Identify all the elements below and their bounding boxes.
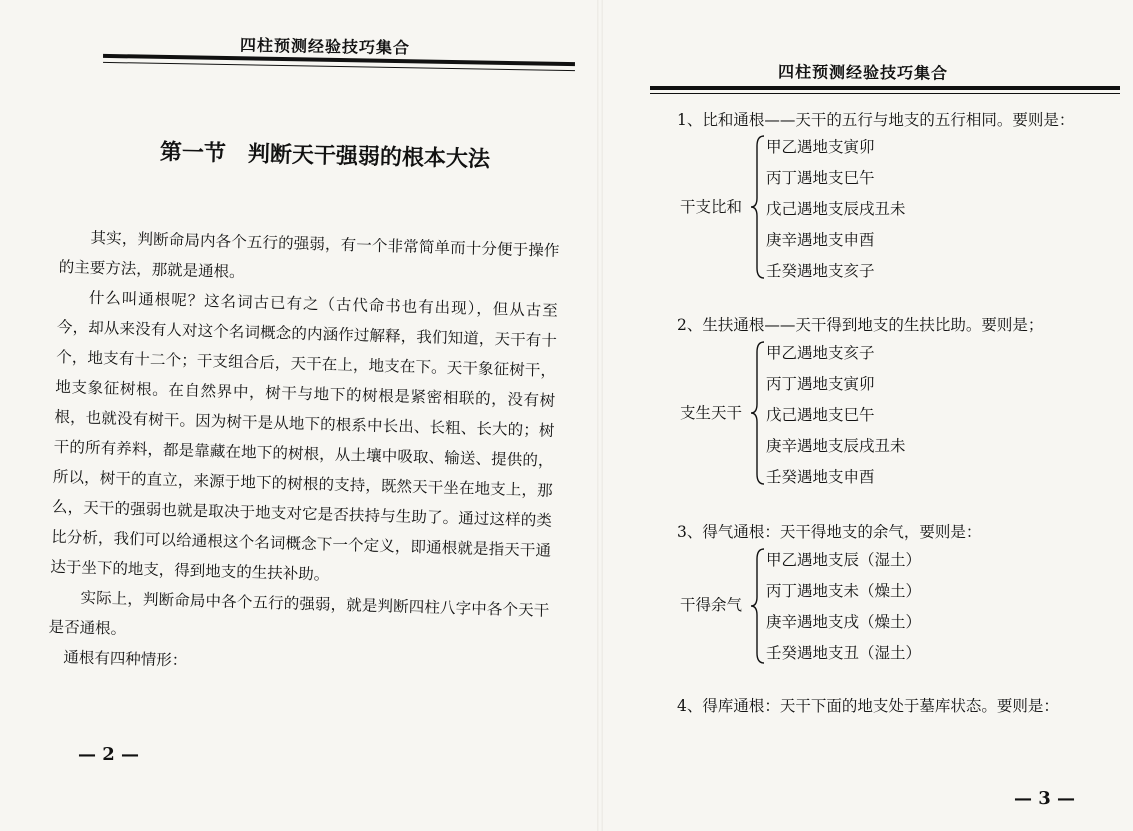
brace-item: 甲乙遇地支亥子: [766, 344, 875, 362]
brace-label: 支生天干: [680, 404, 743, 422]
brace-item: 甲乙遇地支寅卯: [766, 138, 875, 156]
left-brace-icon: [750, 545, 766, 667]
rule-title: 4、得库通根：天干下面的地支处于墓库状态。要则是：: [677, 697, 1059, 715]
brace-item: 庚辛遇地支戌（燥土）: [766, 613, 922, 631]
right-page: [600, 0, 1133, 831]
left-brace-icon: [750, 338, 766, 488]
section-title: 第一节 判断天干强弱的根本大法: [159, 140, 491, 173]
rule-title: 1、比和通根——天干的五行与地支的五行相同。要则是：: [677, 111, 1075, 129]
brace-item: 丙丁遇地支巳午: [766, 169, 875, 187]
brace-item: 壬癸遇地支申酉: [766, 468, 875, 486]
body-text: [47, 222, 559, 686]
rule-title: 3、得气通根：天干得地支的余气，要则是：: [677, 523, 982, 541]
brace-item: 戊己遇地支辰戌丑未: [766, 200, 906, 218]
brace-item: 庚辛遇地支申酉: [766, 231, 875, 249]
running-head: 四柱预测经验技巧集合: [239, 35, 411, 58]
page-number: — 2 —: [78, 744, 140, 765]
brace-item: 壬癸遇地支亥子: [766, 262, 875, 280]
brace-label: 干得余气: [680, 596, 743, 614]
paragraph: 其实，判断命局内各个五行的强弱，有一个非常简单而十分便于操作的主要方法，那就是通根。: [58, 228, 560, 282]
brace-item: 丙丁遇地支寅卯: [766, 375, 875, 393]
brace-item: 丙丁遇地支未（燥土）: [766, 582, 922, 600]
header-rule-thick: [650, 86, 1120, 90]
brace-item: 壬癸遇地支丑（湿土）: [766, 644, 922, 662]
running-head: 四柱预测经验技巧集合: [777, 62, 949, 83]
header-rule-thin: [650, 93, 1120, 94]
brace-item: 甲乙遇地支辰（湿土）: [766, 551, 922, 569]
brace-item: 庚辛遇地支辰戌丑未: [766, 437, 906, 455]
paragraph: 什么叫通根呢？这名词古已有之（古代命书也有出现），但从古至今，却从来没有人对这个名词概念的内涵作过解释，我们知道，天干有十个，地支有十二个；干支组合后，天干在上，地支在下。天干象征树干，地支象征树根。在自然界中，树干与地下的树根是紧密相联的，没有树根，也就没有树干。因为树干是从地下的根系中长出、长粗、长大的；树干的所有养料，都是靠藏在地下的树根，从土壤中吸取、输送、提供的，所以，树干的直立，来源于地下的树根的支持，既然天干坐在地支上，那么，天干的强弱也就是取决于地支对它是否扶持与生助了。通过这样的类比分析，我们可以给通根这个名词概念下一个定义，即通根就是指天干通达于坐下的地支，得到地支的生扶补助。: [50, 288, 558, 584]
page-number: — 3 —: [1014, 788, 1076, 809]
rule-title: 2、生扶通根——天干得到地支的生扶比助。要则是；: [677, 316, 1044, 334]
paragraph: 通根有四种情形：: [63, 648, 188, 670]
brace-item: 戊己遇地支巳午: [766, 406, 875, 424]
left-brace-icon: [750, 132, 766, 282]
paragraph: 实际上，判断命局中各个五行的强弱，就是判断四柱八字中各个天干是否通根。: [48, 588, 550, 639]
brace-label: 干支比和: [680, 198, 743, 216]
